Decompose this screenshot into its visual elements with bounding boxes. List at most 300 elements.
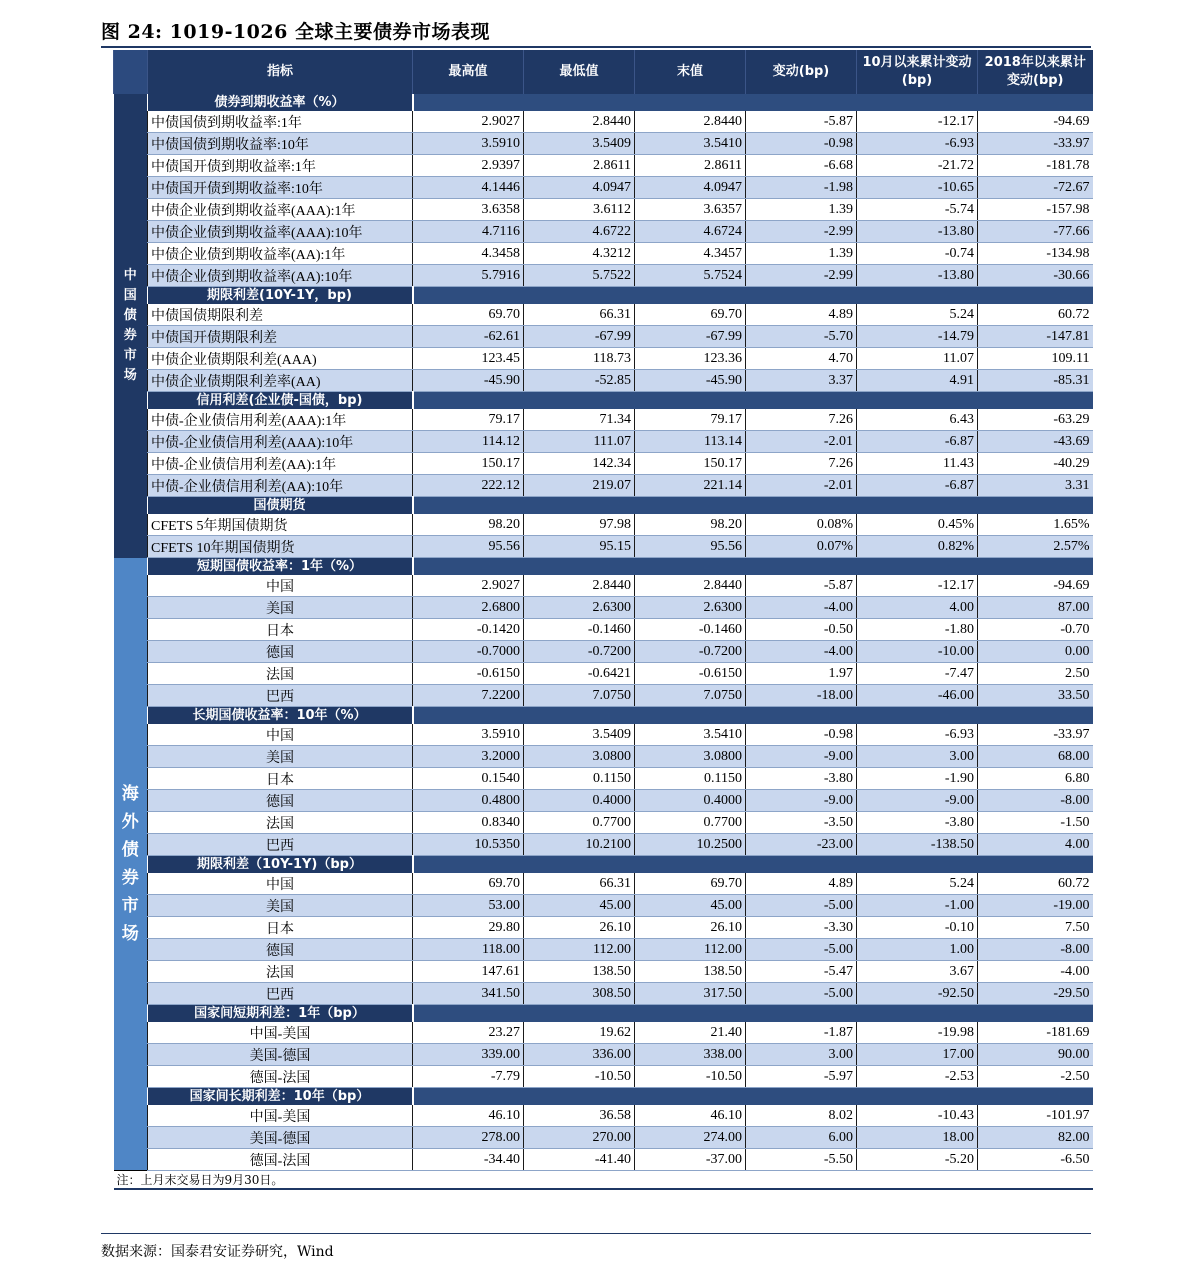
- cell-change: -1.87: [746, 1022, 857, 1044]
- cell-change: -23.00: [746, 834, 857, 856]
- cell-since-2018: 4.00: [978, 834, 1093, 856]
- cell-min: -0.6421: [524, 663, 635, 685]
- cell-max: 10.5350: [413, 834, 524, 856]
- cell-change: -2.01: [746, 431, 857, 453]
- table-note: 注：上月末交易日为9月30日。: [114, 1171, 1093, 1190]
- cell-min: 7.0750: [524, 685, 635, 707]
- indicator-name: 中债企业债到期收益率(AAA):1年: [148, 199, 413, 221]
- table-row: [114, 431, 1093, 453]
- cell-last: 79.17: [635, 409, 746, 431]
- cell-max: -45.90: [413, 370, 524, 392]
- table-row: [114, 514, 1093, 536]
- header-since-2018: 2018年以来累计变动(bp): [978, 50, 1093, 94]
- indicator-name: 中国: [148, 575, 413, 597]
- indicator-name: 日本: [148, 619, 413, 641]
- cell-since-2018: -181.69: [978, 1022, 1093, 1044]
- cell-change: -2.99: [746, 221, 857, 243]
- cell-max: -0.7000: [413, 641, 524, 663]
- table-row: [114, 961, 1093, 983]
- cell-last: 3.6357: [635, 199, 746, 221]
- cell-max: 0.4800: [413, 790, 524, 812]
- cell-change: 4.89: [746, 304, 857, 326]
- section-header-row: [114, 856, 1093, 874]
- cell-since-2018: -101.97: [978, 1105, 1093, 1127]
- cell-since-oct: 3.00: [857, 746, 978, 768]
- section-title: 短期国债收益率：1年（%）: [148, 558, 413, 576]
- cell-max: 53.00: [413, 895, 524, 917]
- cell-change: -6.68: [746, 155, 857, 177]
- table-row: [114, 243, 1093, 265]
- cell-since-2018: -2.50: [978, 1066, 1093, 1088]
- bond-market-table: [113, 50, 1093, 1190]
- cell-since-oct: -12.17: [857, 111, 978, 133]
- header-max: 最高值: [413, 50, 524, 94]
- cell-min: 219.07: [524, 475, 635, 497]
- cell-last: 46.10: [635, 1105, 746, 1127]
- cell-max: 3.6358: [413, 199, 524, 221]
- cell-change: 4.89: [746, 873, 857, 895]
- cell-last: 274.00: [635, 1127, 746, 1149]
- cell-min: -67.99: [524, 326, 635, 348]
- indicator-name: 中债国开债期限利差: [148, 326, 413, 348]
- cell-since-oct: -92.50: [857, 983, 978, 1005]
- cell-min: 66.31: [524, 304, 635, 326]
- cell-since-2018: 1.65%: [978, 514, 1093, 536]
- section-band: [413, 497, 1093, 515]
- table-row: [114, 663, 1093, 685]
- cell-max: 147.61: [413, 961, 524, 983]
- cell-change: 0.07%: [746, 536, 857, 558]
- bond-market-table-container: [113, 50, 1092, 1190]
- cell-last: 2.8440: [635, 575, 746, 597]
- indicator-name: 中国-美国: [148, 1022, 413, 1044]
- cell-since-2018: -4.00: [978, 961, 1093, 983]
- cell-since-oct: -12.17: [857, 575, 978, 597]
- indicator-name: 中国: [148, 873, 413, 895]
- indicator-name: 巴西: [148, 685, 413, 707]
- indicator-name: 中国: [148, 724, 413, 746]
- cell-last: -10.50: [635, 1066, 746, 1088]
- cell-max: 5.7916: [413, 265, 524, 287]
- table-row: [114, 1022, 1093, 1044]
- cell-since-2018: -85.31: [978, 370, 1093, 392]
- cell-last: 98.20: [635, 514, 746, 536]
- cell-min: 142.34: [524, 453, 635, 475]
- cell-change: 7.26: [746, 453, 857, 475]
- figure-title: 图 24: 1019-1026 全球主要债券市场表现: [101, 21, 490, 43]
- cell-max: 278.00: [413, 1127, 524, 1149]
- indicator-name: 中债企业债到期收益率(AA):10年: [148, 265, 413, 287]
- cell-max: 341.50: [413, 983, 524, 1005]
- cell-since-oct: -2.53: [857, 1066, 978, 1088]
- cell-min: 3.5409: [524, 133, 635, 155]
- cell-min: 66.31: [524, 873, 635, 895]
- cell-min: -10.50: [524, 1066, 635, 1088]
- cell-since-oct: -138.50: [857, 834, 978, 856]
- indicator-name: 法国: [148, 961, 413, 983]
- indicator-name: 美国: [148, 746, 413, 768]
- cell-max: 69.70: [413, 873, 524, 895]
- cell-since-2018: -33.97: [978, 133, 1093, 155]
- indicator-name: 巴西: [148, 834, 413, 856]
- cell-since-oct: 4.00: [857, 597, 978, 619]
- section-band: [413, 558, 1093, 576]
- cell-since-2018: 2.50: [978, 663, 1093, 685]
- cell-since-2018: 2.57%: [978, 536, 1093, 558]
- table-row: [114, 619, 1093, 641]
- cell-since-2018: -33.97: [978, 724, 1093, 746]
- cell-since-oct: 11.43: [857, 453, 978, 475]
- cell-max: 3.5910: [413, 133, 524, 155]
- header-last: 末值: [635, 50, 746, 94]
- section-title: 信用利差(企业债-国债，bp): [148, 392, 413, 410]
- cell-min: 4.6722: [524, 221, 635, 243]
- cell-since-2018: 60.72: [978, 873, 1093, 895]
- cell-min: 36.58: [524, 1105, 635, 1127]
- indicator-name: 中债国开债到期收益率:10年: [148, 177, 413, 199]
- cell-min: 112.00: [524, 939, 635, 961]
- cell-last: 0.4000: [635, 790, 746, 812]
- cell-min: 19.62: [524, 1022, 635, 1044]
- cell-since-oct: -10.43: [857, 1105, 978, 1127]
- cell-since-2018: 0.00: [978, 641, 1093, 663]
- cell-min: 2.6300: [524, 597, 635, 619]
- cell-change: -5.87: [746, 575, 857, 597]
- side-label-overseas: 海 外 债 券 市 场: [114, 558, 148, 1171]
- cell-max: 123.45: [413, 348, 524, 370]
- cell-since-2018: -40.29: [978, 453, 1093, 475]
- table-row: [114, 873, 1093, 895]
- cell-max: -0.6150: [413, 663, 524, 685]
- indicator-name: 德国: [148, 641, 413, 663]
- cell-min: 71.34: [524, 409, 635, 431]
- cell-since-oct: -6.93: [857, 133, 978, 155]
- cell-min: -0.7200: [524, 641, 635, 663]
- cell-max: 3.5910: [413, 724, 524, 746]
- cell-since-2018: -77.66: [978, 221, 1093, 243]
- table-row: [114, 685, 1093, 707]
- section-header-row: [114, 558, 1093, 576]
- indicator-name: 中国-美国: [148, 1105, 413, 1127]
- cell-change: -0.98: [746, 724, 857, 746]
- cell-last: 4.3457: [635, 243, 746, 265]
- cell-max: 0.8340: [413, 812, 524, 834]
- section-title: 债券到期收益率（%）: [148, 94, 413, 111]
- header-min: 最低值: [524, 50, 635, 94]
- indicator-name: 美国: [148, 895, 413, 917]
- indicator-name: 法国: [148, 663, 413, 685]
- cell-change: -0.98: [746, 133, 857, 155]
- section-title: 国家间短期利差：1年（bp）: [148, 1005, 413, 1023]
- section-band: [413, 392, 1093, 410]
- cell-max: -7.79: [413, 1066, 524, 1088]
- cell-since-oct: 5.24: [857, 873, 978, 895]
- cell-since-2018: 68.00: [978, 746, 1093, 768]
- cell-min: 3.0800: [524, 746, 635, 768]
- table-row: [114, 265, 1093, 287]
- cell-last: 3.5410: [635, 724, 746, 746]
- title-rule: [101, 46, 1091, 48]
- section-band: [413, 1088, 1093, 1106]
- cell-since-oct: 3.67: [857, 961, 978, 983]
- section-band: [413, 287, 1093, 305]
- cell-last: -0.6150: [635, 663, 746, 685]
- cell-change: -5.87: [746, 111, 857, 133]
- cell-last: 4.6724: [635, 221, 746, 243]
- section-header-row: [114, 94, 1093, 111]
- table-row: [114, 917, 1093, 939]
- cell-max: 23.27: [413, 1022, 524, 1044]
- table-row: [114, 812, 1093, 834]
- indicator-name: 日本: [148, 917, 413, 939]
- table-row: [114, 641, 1093, 663]
- cell-since-2018: 60.72: [978, 304, 1093, 326]
- cell-change: 7.26: [746, 409, 857, 431]
- section-header-row: [114, 287, 1093, 305]
- cell-min: -41.40: [524, 1149, 635, 1171]
- cell-change: -5.47: [746, 961, 857, 983]
- indicator-name: CFETS 5年期国债期货: [148, 514, 413, 536]
- cell-min: 5.7522: [524, 265, 635, 287]
- cell-max: 79.17: [413, 409, 524, 431]
- cell-change: -1.98: [746, 177, 857, 199]
- cell-since-2018: -19.00: [978, 895, 1093, 917]
- section-title: 长期国债收益率：10年（%）: [148, 707, 413, 725]
- cell-max: 2.6800: [413, 597, 524, 619]
- table-row: [114, 597, 1093, 619]
- indicator-name: 中债国开债到期收益率:1年: [148, 155, 413, 177]
- cell-since-oct: -21.72: [857, 155, 978, 177]
- cell-min: 0.7700: [524, 812, 635, 834]
- cell-change: -9.00: [746, 746, 857, 768]
- section-band: [413, 707, 1093, 725]
- cell-change: 1.39: [746, 243, 857, 265]
- cell-since-oct: 4.91: [857, 370, 978, 392]
- table-row: [114, 895, 1093, 917]
- cell-since-2018: -8.00: [978, 790, 1093, 812]
- cell-last: 69.70: [635, 304, 746, 326]
- cell-since-oct: -46.00: [857, 685, 978, 707]
- header-row: [114, 50, 1093, 94]
- cell-change: -9.00: [746, 790, 857, 812]
- cell-since-oct: -10.65: [857, 177, 978, 199]
- cell-min: 2.8611: [524, 155, 635, 177]
- cell-since-2018: -134.98: [978, 243, 1093, 265]
- cell-min: 97.98: [524, 514, 635, 536]
- table-row: [114, 746, 1093, 768]
- cell-max: 3.2000: [413, 746, 524, 768]
- indicator-name: 德国: [148, 939, 413, 961]
- cell-min: 2.8440: [524, 575, 635, 597]
- data-source: 数据来源：国泰君安证券研究，Wind: [101, 1244, 334, 1260]
- cell-max: 95.56: [413, 536, 524, 558]
- cell-since-2018: -181.78: [978, 155, 1093, 177]
- cell-min: 45.00: [524, 895, 635, 917]
- indicator-name: 中债企业债期限利差率(AA): [148, 370, 413, 392]
- cell-since-oct: -7.47: [857, 663, 978, 685]
- cell-min: 4.3212: [524, 243, 635, 265]
- cell-change: -5.00: [746, 939, 857, 961]
- cell-change: 6.00: [746, 1127, 857, 1149]
- cell-since-2018: 6.80: [978, 768, 1093, 790]
- cell-since-oct: 0.45%: [857, 514, 978, 536]
- cell-since-oct: 6.43: [857, 409, 978, 431]
- header-since-oct: 10月以来累计变动(bp): [857, 50, 978, 94]
- cell-since-oct: -13.80: [857, 265, 978, 287]
- cell-since-oct: -0.10: [857, 917, 978, 939]
- table-row: [114, 983, 1093, 1005]
- table-row: [114, 575, 1093, 597]
- table-row: [114, 834, 1093, 856]
- indicator-name: 中债-企业债信用利差(AA):1年: [148, 453, 413, 475]
- table-row: [114, 1127, 1093, 1149]
- cell-last: 95.56: [635, 536, 746, 558]
- indicator-name: 中债企业债到期收益率(AAA):10年: [148, 221, 413, 243]
- cell-min: -0.1460: [524, 619, 635, 641]
- cell-since-2018: -43.69: [978, 431, 1093, 453]
- cell-last: 317.50: [635, 983, 746, 1005]
- cell-since-oct: 5.24: [857, 304, 978, 326]
- cell-since-2018: -1.50: [978, 812, 1093, 834]
- cell-max: 29.80: [413, 917, 524, 939]
- cell-since-2018: -94.69: [978, 575, 1093, 597]
- cell-last: 3.0800: [635, 746, 746, 768]
- cell-last: -0.1460: [635, 619, 746, 641]
- source-rule: [101, 1233, 1091, 1234]
- table-row: [114, 768, 1093, 790]
- cell-last: 113.14: [635, 431, 746, 453]
- table-row: [114, 536, 1093, 558]
- indicator-name: 中债-企业债信用利差(AAA):10年: [148, 431, 413, 453]
- cell-since-2018: 33.50: [978, 685, 1093, 707]
- section-header-row: [114, 392, 1093, 410]
- section-band: [413, 856, 1093, 874]
- cell-change: -5.00: [746, 895, 857, 917]
- cell-since-oct: 1.00: [857, 939, 978, 961]
- table-row: [114, 1044, 1093, 1066]
- cell-since-oct: -3.80: [857, 812, 978, 834]
- cell-last: 69.70: [635, 873, 746, 895]
- table-body: [114, 94, 1093, 1171]
- section-title: 期限利差（10Y-1Y)（bp）: [148, 856, 413, 874]
- indicator-name: 美国-德国: [148, 1127, 413, 1149]
- cell-min: 10.2100: [524, 834, 635, 856]
- cell-last: 221.14: [635, 475, 746, 497]
- cell-max: 4.7116: [413, 221, 524, 243]
- indicator-name: 中债企业债到期收益率(AA):1年: [148, 243, 413, 265]
- cell-last: 150.17: [635, 453, 746, 475]
- indicator-name: CFETS 10年期国债期货: [148, 536, 413, 558]
- cell-change: -5.00: [746, 983, 857, 1005]
- cell-max: 7.2200: [413, 685, 524, 707]
- cell-since-oct: -9.00: [857, 790, 978, 812]
- cell-since-oct: -13.80: [857, 221, 978, 243]
- cell-max: 46.10: [413, 1105, 524, 1127]
- cell-last: 10.2500: [635, 834, 746, 856]
- cell-change: -0.50: [746, 619, 857, 641]
- cell-since-oct: -5.20: [857, 1149, 978, 1171]
- table-row: [114, 939, 1093, 961]
- indicator-name: 德国: [148, 790, 413, 812]
- section-header-row: [114, 1088, 1093, 1106]
- cell-since-2018: -63.29: [978, 409, 1093, 431]
- cell-since-2018: -6.50: [978, 1149, 1093, 1171]
- cell-last: 0.7700: [635, 812, 746, 834]
- cell-since-oct: -6.93: [857, 724, 978, 746]
- cell-change: -3.30: [746, 917, 857, 939]
- cell-max: 69.70: [413, 304, 524, 326]
- cell-since-2018: 87.00: [978, 597, 1093, 619]
- cell-change: -4.00: [746, 597, 857, 619]
- cell-last: 21.40: [635, 1022, 746, 1044]
- cell-change: 4.70: [746, 348, 857, 370]
- cell-last: 45.00: [635, 895, 746, 917]
- cell-since-2018: -147.81: [978, 326, 1093, 348]
- cell-since-oct: -0.74: [857, 243, 978, 265]
- cell-last: 5.7524: [635, 265, 746, 287]
- cell-max: 222.12: [413, 475, 524, 497]
- cell-change: 1.97: [746, 663, 857, 685]
- cell-change: -5.50: [746, 1149, 857, 1171]
- cell-last: -67.99: [635, 326, 746, 348]
- indicator-name: 法国: [148, 812, 413, 834]
- cell-last: 4.0947: [635, 177, 746, 199]
- cell-change: -3.50: [746, 812, 857, 834]
- cell-min: 0.4000: [524, 790, 635, 812]
- cell-max: 118.00: [413, 939, 524, 961]
- indicator-name: 德国-法国: [148, 1149, 413, 1171]
- cell-max: -62.61: [413, 326, 524, 348]
- cell-change: -18.00: [746, 685, 857, 707]
- section-header-row: [114, 1005, 1093, 1023]
- cell-last: 338.00: [635, 1044, 746, 1066]
- cell-change: -4.00: [746, 641, 857, 663]
- table-row: [114, 177, 1093, 199]
- cell-max: -0.1420: [413, 619, 524, 641]
- cell-since-2018: -157.98: [978, 199, 1093, 221]
- indicator-name: 中债企业债期限利差(AAA): [148, 348, 413, 370]
- header-indicator: 指标: [148, 50, 413, 94]
- section-title: 国债期货: [148, 497, 413, 515]
- table-row: [114, 475, 1093, 497]
- cell-since-oct: 11.07: [857, 348, 978, 370]
- cell-change: 8.02: [746, 1105, 857, 1127]
- table-row: [114, 133, 1093, 155]
- indicator-name: 中债国债到期收益率:10年: [148, 133, 413, 155]
- cell-min: 26.10: [524, 917, 635, 939]
- indicator-name: 中债-企业债信用利差(AA):10年: [148, 475, 413, 497]
- table-row: [114, 1105, 1093, 1127]
- table-row: [114, 453, 1093, 475]
- cell-since-oct: 0.82%: [857, 536, 978, 558]
- cell-min: 111.07: [524, 431, 635, 453]
- table-row: [114, 370, 1093, 392]
- indicator-name: 巴西: [148, 983, 413, 1005]
- cell-since-oct: 18.00: [857, 1127, 978, 1149]
- section-band: [413, 1005, 1093, 1023]
- table-row: [114, 304, 1093, 326]
- cell-change: 1.39: [746, 199, 857, 221]
- note-row: [114, 1171, 1093, 1190]
- table-row: [114, 199, 1093, 221]
- cell-since-oct: -6.87: [857, 431, 978, 453]
- cell-min: 3.5409: [524, 724, 635, 746]
- cell-last: 7.0750: [635, 685, 746, 707]
- cell-since-oct: -5.74: [857, 199, 978, 221]
- cell-last: 2.6300: [635, 597, 746, 619]
- cell-min: 270.00: [524, 1127, 635, 1149]
- indicator-name: 中债-企业债信用利差(AAA):1年: [148, 409, 413, 431]
